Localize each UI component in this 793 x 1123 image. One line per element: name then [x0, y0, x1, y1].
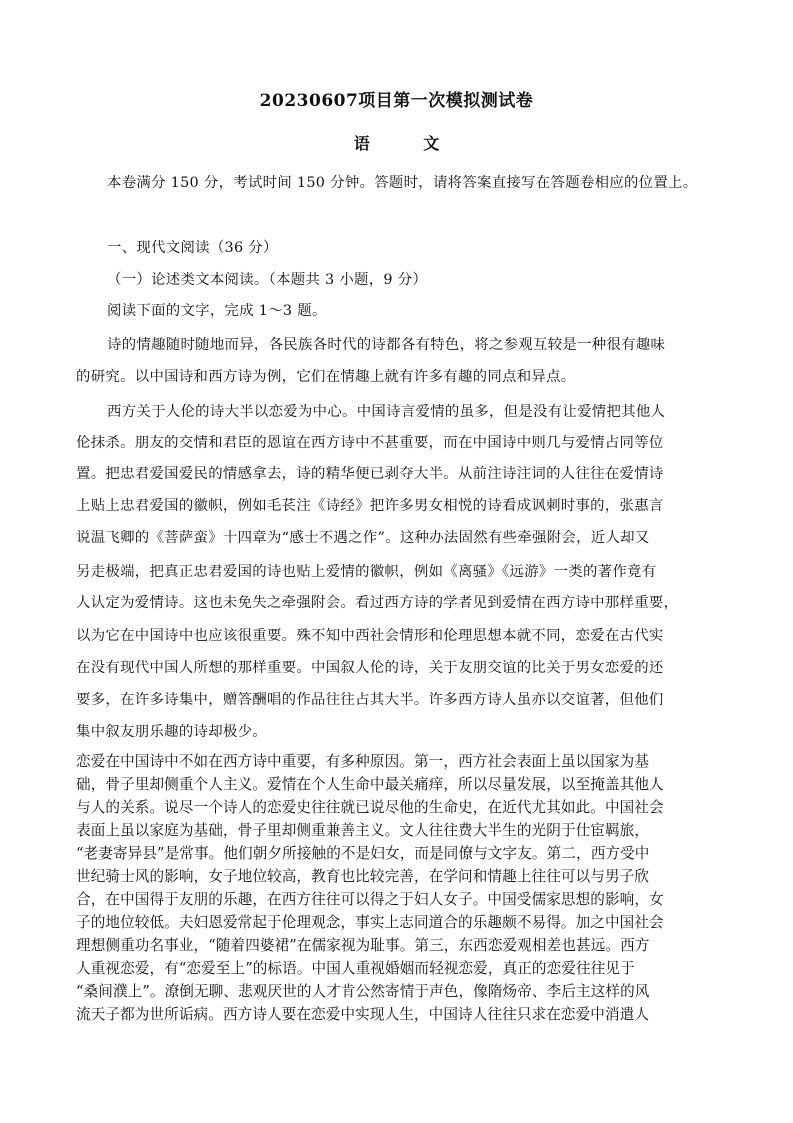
paragraph-line: 置。把忠君爱国爱民的情感拿去，诗的精华便已剥夺大半。从前注诗注词的人往往在爱情诗 — [76, 466, 664, 482]
paragraph-line: 合，在中国得于友朋的乐趣，在西方往往可以得之于妇人女子。中国受儒家思想的影响，女 — [76, 891, 664, 908]
paragraph-line: 以为它在中国诗中也应该很重要。殊不知中西社会情形和伦理思想本就不同，恋爱在古代实 — [76, 628, 664, 644]
paragraph-line: 表面上虽以家庭为基础，骨子里却侧重兼善主义。文人往往费大半生的光阴于仕宦羁旅， — [76, 822, 650, 839]
paragraph-line: 的研究。以中国诗和西方诗为例，它们在情趣上就有许多有趣的同点和异点。 — [76, 369, 576, 385]
paragraph-line: 上贴上忠君爱国的徽帜，例如毛苌注《诗经》把许多男女相悦的诗看成讽刺时事的，张惠言 — [76, 498, 664, 514]
subject-title: 语 文 — [353, 134, 464, 153]
paragraph-line: 在没有现代中国人所想的那样重要。中国叙人伦的诗，关于友朋交谊的比关于男女恋爱的还 — [76, 660, 664, 676]
exam-instructions: 本卷满分 150 分，考试时间 150 分钟。答题时，请将答案直接写在答题卷相应的位置上。 — [107, 175, 698, 191]
paragraph-line: “桑间濮上”。潦倒无聊、悲观厌世的人才肯公然寄情于声色，像隋炀帝、李后主这样的风 — [76, 983, 650, 1000]
paragraph-line: 集中叙友朋乐趣的诗却极少。 — [76, 724, 267, 740]
paragraph-line: 人认定为爱情诗。这也未免失之牵强附会。看过西方诗的学者见到爱情在西方诗中那样重要， — [76, 595, 679, 611]
paragraph-line: 要多，在许多诗集中，赠答酬唱的作品往往占其大半。许多西方诗人虽亦以交谊著，但他们 — [76, 692, 664, 708]
paragraph-line: 理想侧重功名事业，“随着四婆裙”在儒家视为耻事。第三，东西恋爱观相差也甚远。西方 — [76, 937, 650, 954]
paragraph-line: 诗的情趣随时随地而异，各民族各时代的诗都各有特色，将之参观互较是一种很有趣味 — [107, 337, 666, 353]
paragraph-line: 础，骨子里却侧重个人主义。爱情在个人生命中最关痛痒，所以尽量发展，以至掩盖其他人 — [76, 776, 664, 793]
exam-title: 20230607项目第一次模拟测试卷 — [259, 91, 534, 111]
section-heading: 一、现代文阅读（36 分） — [107, 240, 278, 256]
paragraph-line: 西方关于人伦的诗大半以恋爱为中心。中国诗言爱情的虽多，但是没有让爱情把其他人 — [107, 404, 666, 420]
paragraph-line: 与人的关系。说尽一个诗人的恋爱史往往就已说尽他的生命史，在近代尤其如此。中国社会 — [76, 799, 664, 816]
paragraph-line: 另走极端，把真正忠君爱国的诗也贴上爱情的徽帜，例如《离骚》《远游》一类的著作竟有 — [76, 564, 657, 580]
paragraph-line: 人重视恋爱，有“恋爱至上”的标语。中国人重视婚姻而轻视恋爱，真正的恋爱往往见于 — [76, 960, 635, 977]
paragraph-line: 流天子都为世所诟病。西方诗人要在恋爱中实现人生，中国诗人往往只求在恋爱中消遣人 — [76, 1006, 650, 1023]
paragraph-line: 恋爱在中国诗中不如在西方诗中重要，有多种原因。第一，西方社会表面上虽以国家为基 — [76, 753, 650, 770]
paragraph-line: 子的地位较低。夫妇恩爱常起于伦理观念，事实上志同道合的乐趣颇不易得。加之中国社会 — [76, 914, 664, 931]
paragraph-line: 伦抹杀。朋友的交情和君臣的恩谊在西方诗中不甚重要，而在中国诗中则几与爱情占同等位 — [76, 435, 664, 451]
paragraph-line: 说温飞卿的《菩萨蛮》十四章为“感士不遇之作”。这种办法固然有些牵强附会，近人却又 — [76, 530, 650, 546]
subsection-heading: （一）论述类文本阅读。（本题共 3 小题，9 分） — [107, 272, 428, 288]
paragraph-line: 世纪骑士风的影响，女子地位较高，教育也比较完善，在学问和情趣上往往可以与男子欣 — [76, 868, 650, 885]
reading-prompt: 阅读下面的文字，完成 1～3 题。 — [107, 303, 327, 319]
paragraph-line: “老妻寄异县”是常事。他们朝夕所接触的不是妇女，而是同僚与文字友。第二，西方受中 — [76, 845, 650, 862]
